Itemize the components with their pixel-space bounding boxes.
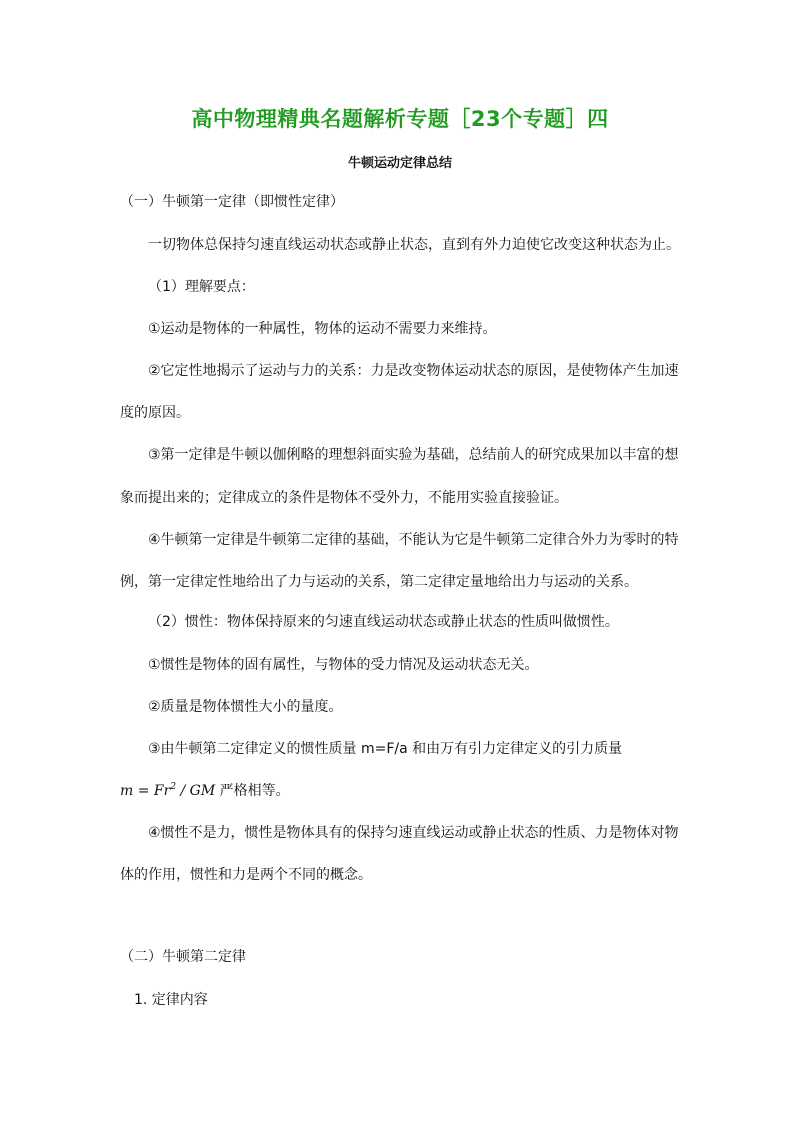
paragraph-point4-line2: 例，第一定律定性地给出了力与运动的关系，第二定律定量地给出力与运动的关系。 (120, 574, 638, 590)
paragraph-point3-line1: ③第一定律是牛顿以伽俐略的理想斜面实验为基础，总结前人的研究成果加以丰富的想 (148, 447, 679, 463)
paragraph-point2-line2: 度的原因。 (120, 405, 190, 421)
paragraph-intro: 一切物体总保持匀速直线运动状态或静止状态，直到有外力迫使它改变这种状态为止。 (148, 237, 680, 253)
formula-rhs: / GM (176, 783, 216, 799)
paragraph-inertia-point4-line1: ④惯性不是力，惯性是物体具有的保持匀速直线运动或静止状态的性质、力是物体对物 (148, 825, 679, 841)
paragraph-inertia-point2: ②质量是物体惯性大小的量度。 (148, 699, 343, 715)
formula-lhs: m = Fr (120, 783, 171, 799)
paragraph-point4-line1: ④牛顿第一定律是牛顿第二定律的基础，不能认为它是牛顿第二定律合外力为零时的特 (148, 532, 679, 548)
paragraph-inertia-point3-line1: ③由牛顿第二定律定义的惯性质量 m=F/a 和由万有引力定律定义的引力质量 (148, 741, 623, 757)
paragraph-inertia-definition: （2）惯性：物体保持原来的匀速直线运动状态或静止状态的性质叫做惯性。 (148, 614, 619, 630)
paragraph-key-points: （1）理解要点： (148, 279, 255, 295)
paragraph-point3-line2: 象而提出来的；定律成立的条件是物体不受外力，不能用实验直接验证。 (120, 490, 568, 506)
section-heading-second-law: （二）牛顿第二定律 (120, 949, 246, 965)
paragraph-inertia-point3-line2 (120, 781, 690, 801)
formula-trailing-text: 严格相等。 (219, 783, 290, 799)
document-subtitle: 牛顿运动定律总结 (347, 156, 452, 171)
section-heading-first-law: （一）牛顿第一定律（即惯性定律） (120, 194, 344, 210)
formula-exponent: 2 (170, 782, 177, 792)
section-item-law-content: 1. 定律内容 (134, 992, 208, 1008)
paragraph-inertia-point4-line2: 体的作用，惯性和力是两个不同的概念。 (120, 867, 372, 883)
gravitational-mass-formula (120, 783, 215, 799)
document-title: 高中物理精典名题解析专题［23个专题］四 (191, 107, 609, 131)
paragraph-point2-line1: ②它定性地揭示了运动与力的关系：力是改变物体运动状态的原因，是使物体产生加速 (148, 363, 679, 379)
paragraph-point1: ①运动是物体的一种属性，物体的运动不需要力来维持。 (148, 321, 497, 337)
paragraph-inertia-point1: ①惯性是物体的固有属性，与物体的受力情况及运动状态无关。 (148, 657, 539, 673)
